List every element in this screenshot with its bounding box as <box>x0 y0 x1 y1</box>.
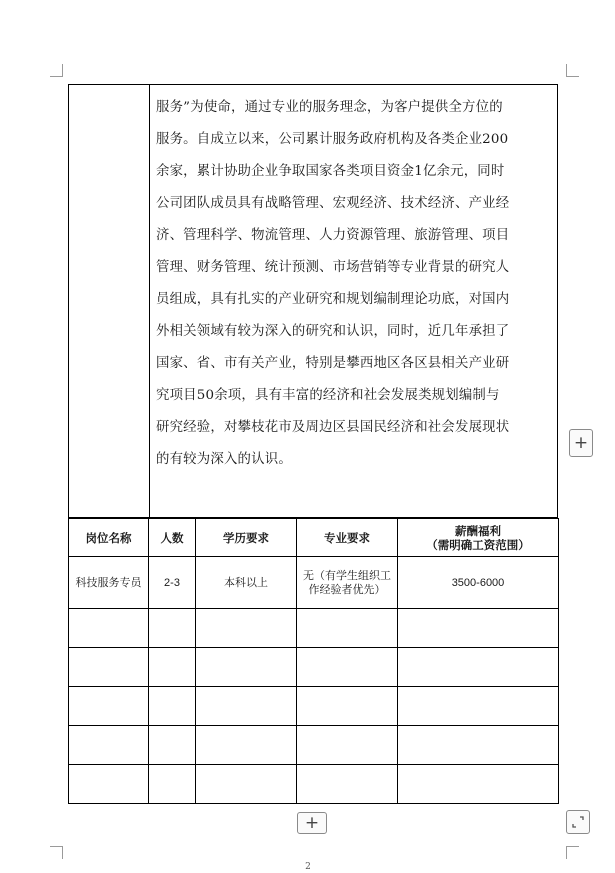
empty-cell[interactable] <box>398 765 559 804</box>
empty-cell[interactable] <box>398 648 559 687</box>
page-number: 2 <box>305 862 311 872</box>
empty-cell[interactable] <box>196 726 297 765</box>
table-row-empty <box>69 609 559 648</box>
header-salary-title: 薪酬福利 <box>455 523 501 538</box>
empty-cell[interactable] <box>398 609 559 648</box>
crop-mark-top-left <box>50 64 63 77</box>
empty-cell[interactable] <box>69 765 149 804</box>
empty-cell[interactable] <box>297 648 398 687</box>
intro-line: 国家、省、市有关产业，特别是攀西地区各区县相关产业研 <box>156 356 510 371</box>
empty-cell[interactable] <box>69 726 149 765</box>
intro-line: 的有较为深入的认识。 <box>156 452 292 467</box>
intro-line: 外相关领域有较为深入的研究和认识，同时，近几年承担了 <box>156 324 510 339</box>
intro-line: 余家，累计协助企业争取国家各类项目资金1亿余元，同时 <box>156 164 505 179</box>
intro-line: 服务”为使命，通过专业的服务理念，为客户提供全方位的 <box>156 100 503 115</box>
table-row-empty <box>69 765 559 804</box>
cell-major[interactable]: 无（有学生组织工作经验者优先） <box>297 557 398 609</box>
cell-salary[interactable]: 3500-6000 <box>398 557 559 609</box>
table-header-row <box>69 519 559 557</box>
empty-cell[interactable] <box>297 765 398 804</box>
intro-line: 员组成，具有扎实的产业研究和规划编制理论功底，对国内 <box>156 292 510 307</box>
empty-cell[interactable] <box>69 687 149 726</box>
header-headcount: 人数 <box>149 519 196 557</box>
empty-cell[interactable] <box>149 648 196 687</box>
crop-mark-top-right <box>566 64 579 77</box>
cell-position-name[interactable]: 科技服务专员 <box>69 557 149 609</box>
table-resize-handle-icon[interactable] <box>566 810 590 834</box>
empty-cell[interactable] <box>196 648 297 687</box>
crop-mark-bottom-right <box>566 846 579 859</box>
empty-cell[interactable] <box>149 687 196 726</box>
empty-cell[interactable] <box>69 648 149 687</box>
empty-cell[interactable] <box>196 609 297 648</box>
empty-cell[interactable] <box>398 687 559 726</box>
intro-line: 研究经验，对攀枝花市及周边区县国民经济和社会发展现状 <box>156 420 510 435</box>
intro-line: 管理、财务管理、统计预测、市场营销等专业背景的研究人 <box>156 260 510 275</box>
empty-cell[interactable] <box>297 687 398 726</box>
empty-cell[interactable] <box>69 609 149 648</box>
intro-line: 济、管理科学、物流管理、人力资源管理、旅游管理、项目 <box>156 228 510 243</box>
add-row-plus-icon[interactable]: + <box>297 812 327 834</box>
empty-cell[interactable] <box>297 609 398 648</box>
empty-cell[interactable] <box>149 726 196 765</box>
table-row-empty <box>69 687 559 726</box>
header-salary-note: （需明确工资范围） <box>426 537 530 552</box>
header-salary <box>398 519 559 557</box>
empty-cell[interactable] <box>297 726 398 765</box>
header-major: 专业要求 <box>297 519 398 557</box>
job-positions-table <box>68 518 559 804</box>
resize-corner-icon <box>567 811 589 833</box>
table-row-empty <box>69 648 559 687</box>
table-row <box>69 557 559 609</box>
table-row-empty <box>69 726 559 765</box>
empty-cell[interactable] <box>149 765 196 804</box>
company-intro-box <box>68 84 558 518</box>
cell-headcount[interactable]: 2-3 <box>149 557 196 609</box>
intro-line: 公司团队成员具有战略管理、宏观经济、技术经济、产业经 <box>156 196 510 211</box>
header-position-name: 岗位名称 <box>69 519 149 557</box>
header-education: 学历要求 <box>196 519 297 557</box>
empty-cell[interactable] <box>196 687 297 726</box>
empty-cell[interactable] <box>196 765 297 804</box>
intro-label-cell <box>69 85 150 517</box>
add-column-plus-icon[interactable]: + <box>569 429 593 457</box>
empty-cell[interactable] <box>398 726 559 765</box>
intro-line: 服务。自成立以来，公司累计服务政府机构及各类企业200 <box>156 132 509 147</box>
empty-cell[interactable] <box>149 609 196 648</box>
intro-line: 究项目50余项，具有丰富的经济和社会发展类规划编制与 <box>156 388 500 403</box>
crop-mark-bottom-left <box>50 846 63 859</box>
cell-education[interactable]: 本科以上 <box>196 557 297 609</box>
company-intro-text[interactable] <box>156 92 554 476</box>
